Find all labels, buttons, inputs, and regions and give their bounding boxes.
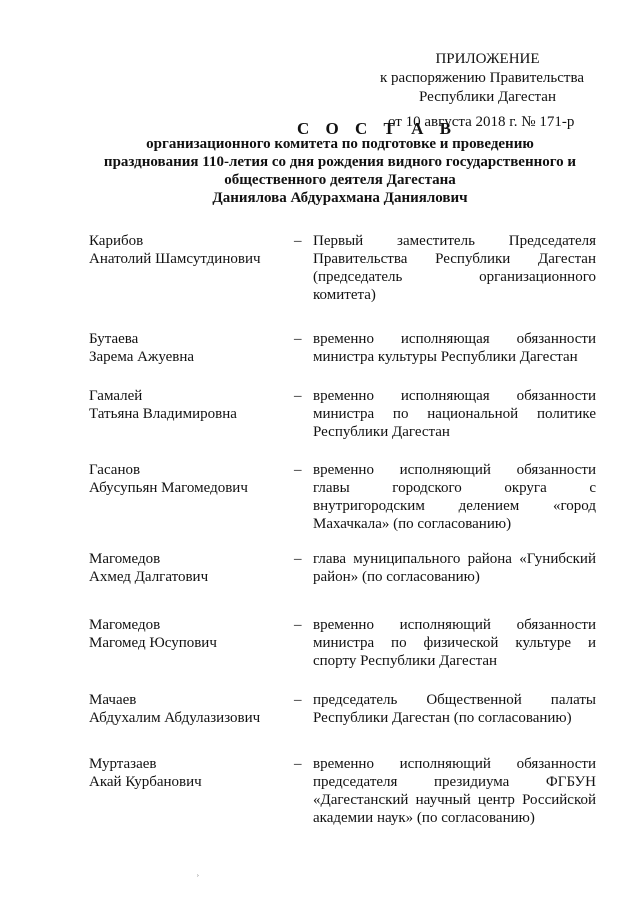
role-line: председателя президиума ФГБУН: [313, 774, 596, 790]
member-role: [313, 550, 596, 586]
role-line: министра по национальной политике: [313, 406, 596, 422]
role-line: комитета): [313, 287, 376, 303]
role-line: внутригородским делением «город: [313, 498, 596, 514]
scan-artifact-mark: ʾ: [196, 873, 200, 885]
role-line: временно исполняющая обязанности: [313, 388, 596, 404]
member-given-names: Магомед Юсупович: [89, 635, 217, 651]
member-surname: Мачаев: [89, 692, 137, 708]
member-role: [313, 691, 596, 727]
appendix-republic: Республики Дагестан: [419, 89, 556, 105]
role-line: временно исполняющий обязанности: [313, 756, 596, 772]
member-role: [313, 387, 596, 441]
member-dash: –: [294, 692, 302, 708]
role-line: Правительства Республики Дагестан: [313, 251, 596, 267]
title-line: Даниялова Абдурахмана Даниялович: [212, 190, 468, 206]
document-heading: С О С Т А В: [297, 119, 457, 138]
role-line: временно исполняющая обязанности: [313, 331, 596, 347]
member-name: [89, 550, 289, 586]
role-line: временно исполняющий обязанности: [313, 462, 596, 478]
document-title: [90, 135, 590, 207]
role-line: временно исполняющий обязанности: [313, 617, 596, 633]
member-role: [313, 330, 596, 366]
member-given-names: Анатолий Шамсутдинович: [89, 251, 261, 267]
role-line: глава муниципального района «Гунибский: [313, 551, 596, 567]
member-role: [313, 232, 596, 304]
member-name: [89, 616, 289, 652]
member-given-names: Абдухалим Абдулазизович: [89, 710, 261, 726]
member-given-names: Абусупьян Магомедович: [89, 480, 248, 496]
member-name: [89, 387, 289, 423]
member-surname: Магомедов: [89, 617, 161, 633]
member-dash: –: [294, 617, 302, 633]
member-surname: Гамалей: [89, 388, 143, 404]
member-surname: Магомедов: [89, 551, 161, 567]
title-line: празднования 110-летия со дня рождения видного государственного и: [103, 154, 577, 170]
appendix-to: к распоряжению Правительства: [380, 70, 585, 86]
member-surname: Муртазаев: [89, 756, 157, 772]
role-line: Республики Дагестан (по согласованию): [313, 710, 572, 726]
member-dash: –: [294, 756, 302, 772]
role-line: академии наук» (по согласованию): [313, 810, 535, 826]
member-role: [313, 755, 596, 827]
title-line: организационного комитета по подготовке и проведению: [146, 136, 534, 152]
member-surname: Гасанов: [89, 462, 141, 478]
order-reference: от 10 августа 2018 г. № 171-р: [388, 114, 575, 130]
member-name: [89, 691, 289, 727]
role-line: спорту Республики Дагестан: [313, 653, 498, 669]
member-given-names: Татьяна Владимировна: [89, 406, 237, 422]
member-surname: Карибов: [89, 233, 144, 249]
member-name: [89, 330, 289, 366]
member-dash: –: [294, 233, 302, 249]
member-dash: –: [294, 551, 302, 567]
role-line: министра по физической культуре и: [313, 635, 596, 651]
role-line: «Дагестанский научный центр Российской: [313, 792, 596, 808]
member-dash: –: [294, 462, 302, 478]
role-line: Махачкала» (по согласованию): [313, 516, 512, 532]
role-line: Первый заместитель Председателя: [313, 233, 596, 249]
member-dash: –: [294, 388, 302, 404]
member-given-names: Ахмед Далгатович: [89, 569, 209, 585]
member-surname: Бутаева: [89, 331, 139, 347]
member-role: [313, 461, 596, 533]
member-name: [89, 755, 289, 791]
member-name: [89, 232, 289, 268]
member-name: [89, 461, 289, 497]
role-line: Республики Дагестан: [313, 424, 450, 440]
appendix-label: ПРИЛОЖЕНИЕ: [435, 51, 540, 67]
member-dash: –: [294, 331, 302, 347]
role-line: (председатель организационного: [313, 269, 596, 285]
role-line: министра культуры Республики Дагестан: [313, 349, 578, 365]
appendix-block: [370, 50, 605, 107]
title-line: общественного деятеля Дагестана: [224, 172, 456, 188]
member-given-names: Зарема Ажуевна: [89, 349, 195, 365]
member-role: [313, 616, 596, 670]
role-line: председатель Общественной палаты: [313, 692, 596, 708]
member-given-names: Акай Курбанович: [89, 774, 202, 790]
role-line: главы городского округа с: [313, 480, 596, 496]
role-line: район» (по согласованию): [313, 569, 480, 585]
